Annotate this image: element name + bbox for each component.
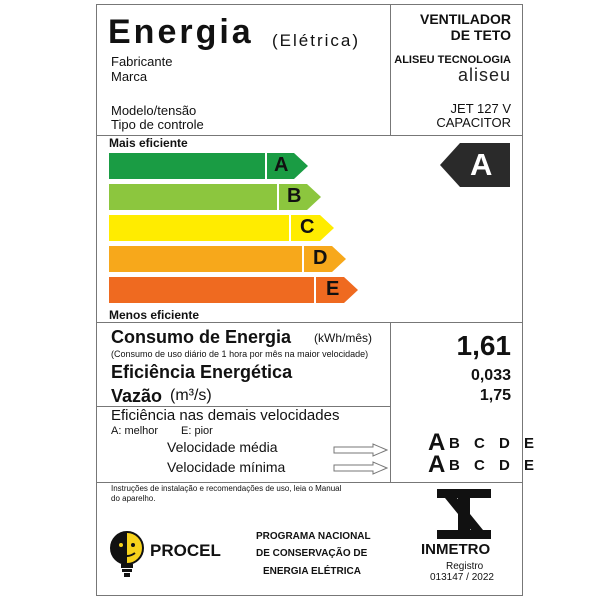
least-efficient-label: Menos eficiente: [109, 308, 200, 322]
vazao-label: Vazão: [111, 386, 163, 406]
product-type-line2: DE TETO: [450, 27, 511, 43]
legend-worst: E: pior: [181, 425, 213, 437]
rating-letter: A: [470, 147, 493, 182]
controle-label: Tipo de controle: [111, 117, 204, 132]
divider-metrics-top: [97, 322, 522, 323]
program-line1: PROGRAMA NACIONAL: [256, 531, 371, 542]
fabricante-label: Fabricante: [111, 54, 173, 69]
speed-minimum-label: Velocidade mínima: [167, 459, 286, 475]
model-value: JET 127 V: [450, 101, 511, 116]
program-line3: ENERGIA ELÉTRICA: [263, 566, 361, 577]
label-subtitle: (Elétrica): [272, 31, 361, 50]
program-line2: DE CONSERVAÇÃO DE: [256, 548, 368, 559]
consumo-unit: (kWh/mês): [314, 331, 372, 345]
speed-minimum-arrow: [333, 461, 388, 475]
registro-label: Registro: [446, 561, 484, 572]
instructions-line1: Instruções de instalação e recomendações de uso, leia o Manual: [111, 484, 342, 493]
inmetro-logo-icon: [437, 489, 491, 539]
eficiencia-value: 0,033: [470, 367, 511, 384]
consumo-value: 1,61: [456, 330, 511, 361]
speed-medium-arrow: [333, 443, 388, 457]
brand-logo: aliseu: [457, 65, 511, 85]
label-title: Energia: [108, 13, 254, 51]
product-type-line1: VENTILADOR: [420, 11, 511, 27]
speed-minimum-rest: B C D E: [449, 457, 540, 474]
vazao-value: 1,75: [479, 387, 511, 404]
speed-medium-label: Velocidade média: [167, 439, 278, 455]
header-divider: [390, 5, 391, 135]
vazao-unit: (m³/s): [170, 387, 212, 404]
consumo-note: (Consumo de uso diário de 1 hora por mês na maior velocidade): [111, 349, 369, 359]
metrics-divider: [390, 322, 391, 482]
eficiencia-label: Eficiência Energética: [111, 362, 293, 382]
most-efficient-label: Mais eficiente: [109, 136, 188, 150]
consumo-label: Consumo de Energia: [111, 327, 292, 347]
divider-footer-top: [97, 482, 522, 483]
speed-medium-rest: B C D E: [449, 435, 540, 452]
modelo-label: Modelo/tensão: [111, 103, 197, 118]
control-type-value: CAPACITOR: [436, 115, 511, 130]
marca-label: Marca: [111, 69, 148, 84]
manufacturer-value: ALISEU TECNOLOGIA: [394, 54, 511, 66]
procel-bulb-icon: [109, 531, 145, 579]
procel-name: PROCEL: [150, 541, 221, 560]
inmetro-name: INMETRO: [421, 541, 491, 558]
legend-best: A: melhor: [111, 425, 159, 437]
instructions-line2: do aparelho.: [111, 494, 156, 503]
other-speeds-title: Eficiência nas demais velocidades: [111, 407, 340, 424]
speed-minimum-class: A: [428, 451, 446, 478]
registro-number: 013147 / 2022: [430, 572, 494, 583]
speed-medium-class: A: [428, 429, 446, 456]
